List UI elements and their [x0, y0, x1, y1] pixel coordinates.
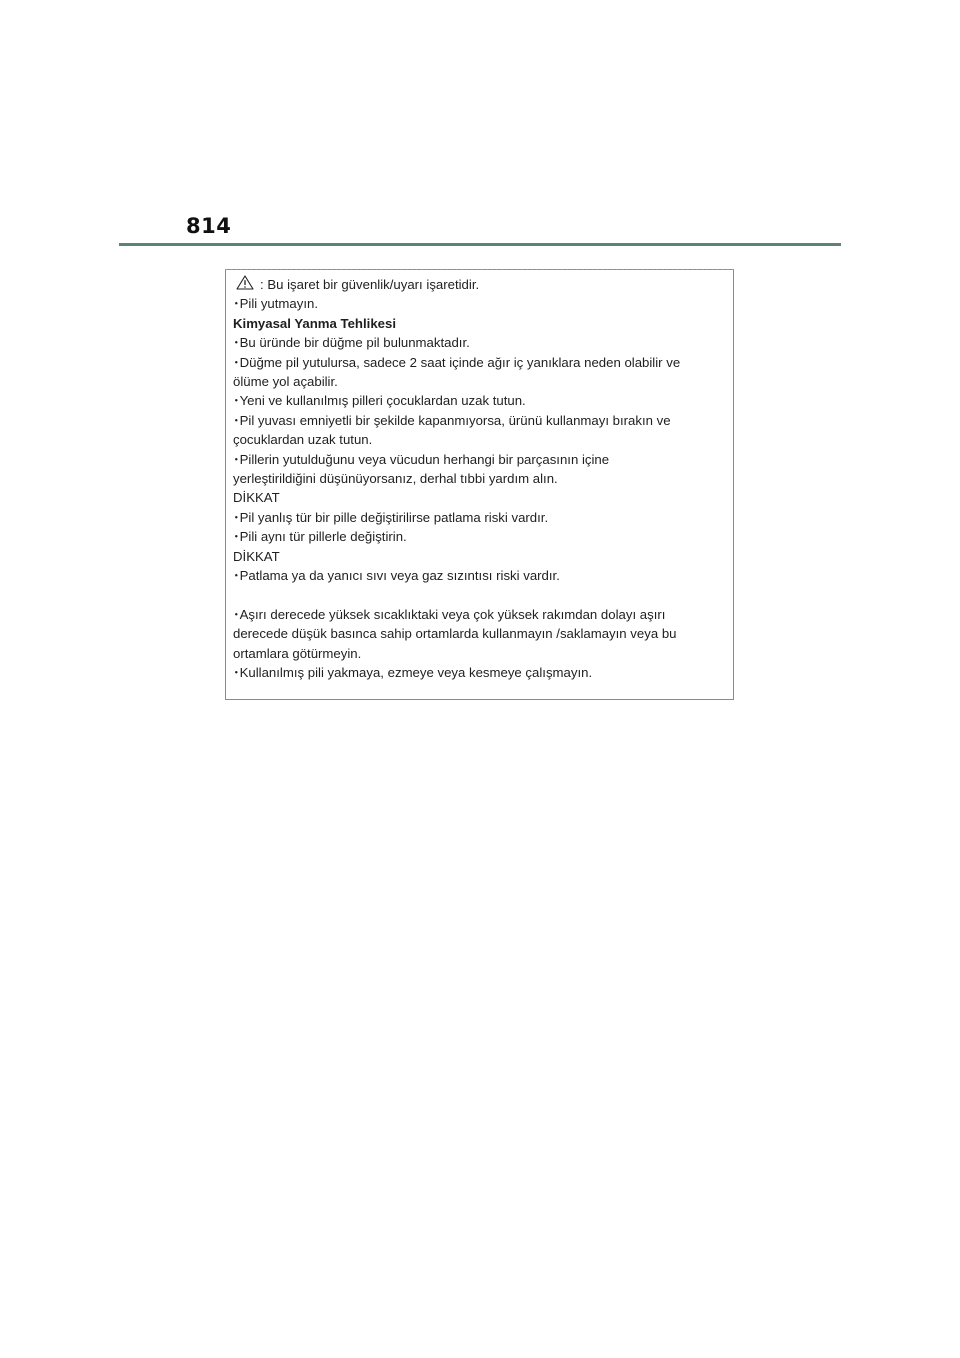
warning-line-contains-coin-battery: ･Bu üründe bir düğme pil bulunmaktadır. [233, 335, 470, 351]
chemical-burn-heading: Kimyasal Yanma Tehlikesi [233, 315, 396, 331]
warning-legend-line [233, 275, 727, 294]
warning-line-compartment: ･Pil yuvası emniyetli bir şekilde kapanmıyorsa, ürünü kullanmayı bırakın ve [233, 412, 671, 428]
caution-line-temperature: ･Aşırı derecede yüksek sıcaklıktaki veya çok yüksek rakımdan dolayı aşırı [233, 606, 666, 622]
warning-line-medical-cont: yerleştirildiğini düşünüyorsanız, derhal tıbbi yardım alın. [233, 471, 558, 487]
header-rule [119, 243, 841, 246]
caution-line-explosion: ･Patlama ya da yanıcı sıvı veya gaz sızıntısı riski vardır. [233, 568, 560, 584]
caution-line-temperature-end: ortamlara götürmeyin. [233, 645, 362, 661]
warning-legend-text: : Bu işaret bir güvenlik/uyarı işaretidir. [260, 277, 480, 292]
warning-line-medical: ･Pillerin yutulduğunu veya vücudun herhangi bir parçasının içine [233, 451, 610, 467]
caution-heading-2: DİKKAT [233, 548, 280, 564]
page-number: 814 [186, 214, 232, 238]
caution-line-temperature-cont: derecede düşük basınca sahip ortamlarda kullanmayın /saklamayın veya bu [233, 626, 677, 642]
warning-triangle-icon [236, 275, 254, 290]
caution-line-disposal: ･Kullanılmış pili yakmaya, ezmeye veya kesmeye çalışmayın. [233, 665, 593, 681]
warning-line-do-not-swallow: ･Pili yutmayın. [233, 296, 319, 312]
warning-line-keep-from-children: ･Yeni ve kullanılmış pilleri çocuklardan uzak tutun. [233, 393, 526, 409]
caution-line-wrong-type: ･Pil yanlış tür bir pille değiştirilirse patlama riski vardır. [233, 509, 549, 525]
warning-line-swallow-burns: ･Düğme pil yutulursa, sadece 2 saat içinde ağır iç yanıklara neden olabilir ve [233, 354, 681, 370]
caution-line-same-type: ･Pili aynı tür pillerle değiştirin. [233, 529, 407, 545]
warning-line-compartment-cont: çocuklardan uzak tutun. [233, 432, 373, 448]
warning-line-swallow-burns-cont: ölüme yol açabilir. [233, 374, 338, 390]
battery-warning-box [225, 269, 734, 700]
caution-heading-1: DİKKAT [233, 490, 280, 506]
